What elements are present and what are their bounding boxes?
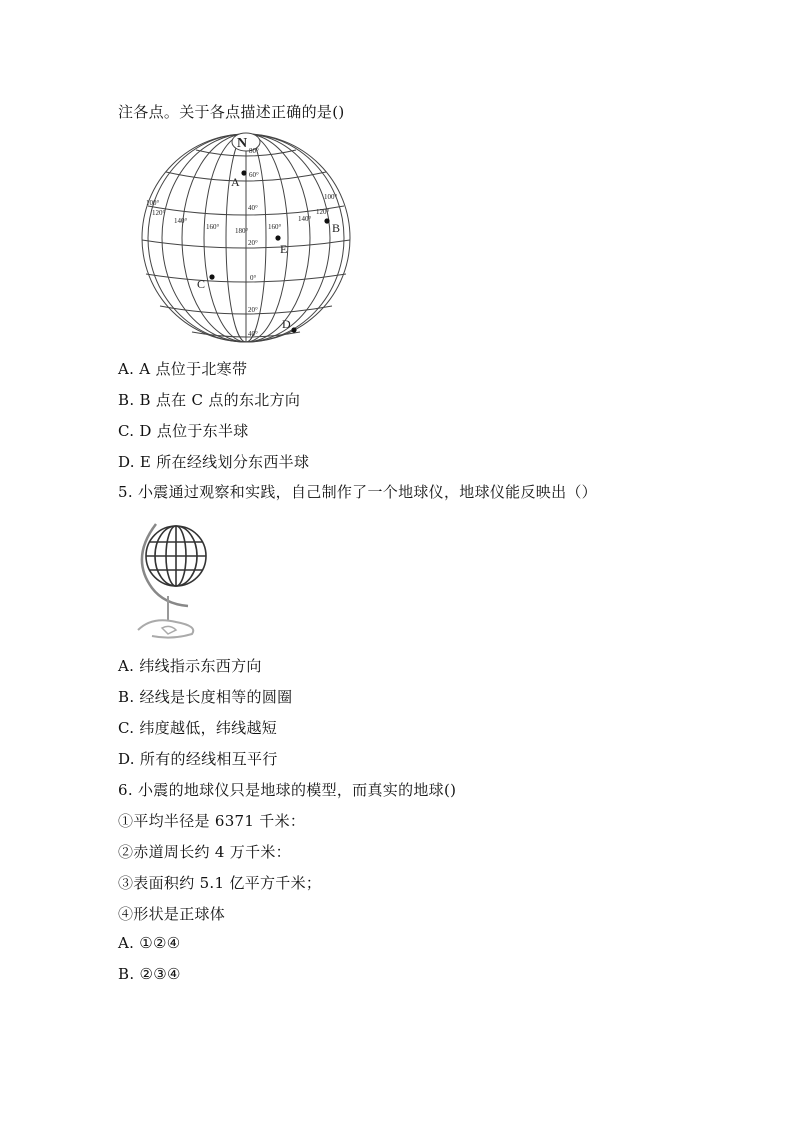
lat-label: 40° xyxy=(248,330,258,338)
q4-option-c: C. D 点位于东半球 xyxy=(118,422,249,440)
q4-globe-figure xyxy=(138,128,358,350)
lon-label: 160° xyxy=(268,223,282,231)
lon-label: 160° xyxy=(206,223,220,231)
q5-option-b: B. 经线是长度相等的圆圈 xyxy=(118,688,293,706)
lon-label: 180° xyxy=(235,227,249,235)
lon-label: 120° xyxy=(152,209,166,217)
graticule-globe-diagram xyxy=(138,128,358,350)
q5-option-a: A. 纬线指示东西方向 xyxy=(118,657,262,675)
lat-label: 80° xyxy=(249,147,259,155)
lon-label: 140° xyxy=(298,215,312,223)
point-a-label: A xyxy=(231,175,240,189)
north-label: N xyxy=(237,136,248,151)
lat-label: 20° xyxy=(248,306,258,314)
point-b-label: B xyxy=(332,221,341,235)
point-e-label: E xyxy=(280,242,288,256)
q4-option-d: D. E 所在经线划分东西半球 xyxy=(118,453,310,471)
lon-label: 140° xyxy=(174,217,188,225)
point-d-label: D xyxy=(282,317,291,331)
lon-label: 100° xyxy=(146,199,160,207)
lat-label: 60° xyxy=(249,171,259,179)
q5-stem: 5. 小震通过观察和实践，自己制作了一个地球仪，地球仪能反映出（） xyxy=(118,483,597,501)
point-c-label: C xyxy=(197,277,206,291)
lon-label: 120° xyxy=(316,208,330,216)
lat-label: 40° xyxy=(248,204,258,212)
q6-fact-2: ②赤道周长约 4 万千米： xyxy=(118,843,291,861)
q6-fact-1: ①平均半径是 6371 千米： xyxy=(118,812,306,830)
q4-stem: 注各点。关于各点描述正确的是() xyxy=(118,103,345,121)
lat-label: 0° xyxy=(250,274,257,282)
q6-fact-3: ③表面积约 5.1 亿平方千米； xyxy=(118,874,322,892)
q6-option-b: B. ②③④ xyxy=(118,965,181,983)
lat-label: 20° xyxy=(248,239,258,247)
q4-option-b: B. B 点在 C 点的东北方向 xyxy=(118,391,301,409)
globe-icon xyxy=(132,512,222,644)
q6-option-a: A. ①②④ xyxy=(118,934,181,952)
q5-option-d: D. 所有的经线相互平行 xyxy=(118,750,278,768)
q6-fact-4: ④形状是正球体 xyxy=(118,905,226,923)
q5-option-c: C. 纬度越低，纬线越短 xyxy=(118,719,278,737)
q6-stem: 6. 小震的地球仪只是地球的模型，而真实的地球() xyxy=(118,781,457,799)
lon-label: 100° xyxy=(324,193,338,201)
q4-option-a: A. A 点位于北寒带 xyxy=(118,360,248,378)
